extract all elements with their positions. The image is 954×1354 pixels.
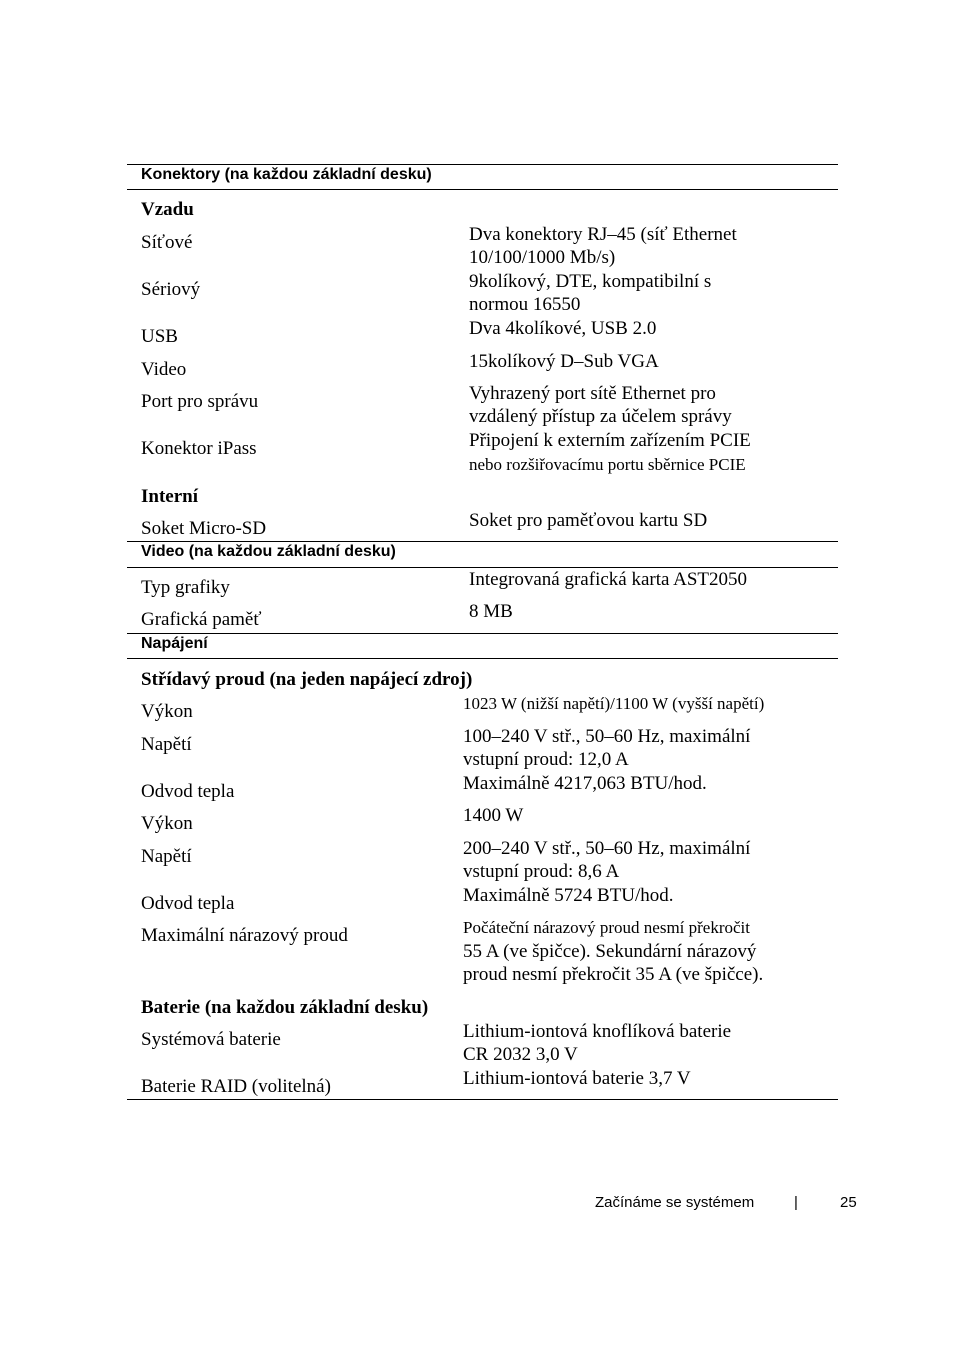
row-label: Výkon xyxy=(141,813,193,834)
row-label: Síťové xyxy=(141,232,193,253)
subheading-interni: Interní xyxy=(141,486,198,507)
row-label: Napětí xyxy=(141,846,192,867)
footer-section-title: Začínáme se systémem xyxy=(595,1194,755,1211)
row-value: 100–240 V stř., 50–60 Hz, maximální vstupní proud: 12,0 A xyxy=(463,726,751,770)
row-label: Napětí xyxy=(141,734,192,755)
row-label: Typ grafiky xyxy=(141,577,230,598)
row-value: Připojení k externím zařízením PCIE xyxy=(469,430,751,451)
row-label: Sériový xyxy=(141,279,201,300)
row-value: Lithium-iontová baterie 3,7 V xyxy=(463,1068,691,1089)
row-label: Konektor iPass xyxy=(141,438,257,459)
row-label: Systémová baterie xyxy=(141,1029,281,1050)
row-label: USB xyxy=(141,326,178,347)
row-value: Vyhrazený port sítě Ethernet pro vzdálený přístup za účelem správy xyxy=(469,383,732,427)
section-rule xyxy=(127,541,838,542)
subheading-baterie: Baterie (na každou základní desku) xyxy=(141,997,429,1018)
row-value: Soket pro paměťovou kartu SD xyxy=(469,510,708,531)
row-label: Soket Micro-SD xyxy=(141,518,267,539)
row-value-continuation: 55 A (ve špičce). Sekundární nárazový proud nesmí překročit 35 A (ve špičce). xyxy=(463,941,764,985)
row-label: Maximální nárazový proud xyxy=(141,925,348,946)
row-value: Dva konektory RJ–45 (síť Ethernet 10/100/1000 Mb/s) xyxy=(469,224,737,268)
row-value: 9kolíkový, DTE, kompatibilní s normou 16550 xyxy=(469,271,712,315)
row-label: Odvod tepla xyxy=(141,781,235,802)
row-value-continuation: nebo rozšiřovacímu portu sběrnice PCIE xyxy=(469,455,746,474)
row-value: Dva 4kolíkové, USB 2.0 xyxy=(469,318,657,339)
subheading-vzadu: Vzadu xyxy=(141,199,194,220)
section-header-video: Video (na každou základní desku) xyxy=(141,543,396,560)
row-label: Video xyxy=(141,359,187,380)
row-label: Odvod tepla xyxy=(141,893,235,914)
row-label: Port pro správu xyxy=(141,391,259,412)
row-value: 8 MB xyxy=(469,601,513,622)
row-value: Lithium-iontová knoflíková baterie CR 2032 3,0 V xyxy=(463,1021,732,1065)
row-label: Grafická paměť xyxy=(141,609,262,630)
row-value: Integrovaná grafická karta AST2050 xyxy=(469,569,748,590)
row-label: Baterie RAID (volitelná) xyxy=(141,1076,331,1097)
row-value: Maximálně 5724 BTU/hod. xyxy=(463,885,674,906)
row-value: Počáteční nárazový proud nesmí překročit xyxy=(463,918,751,937)
header-rule xyxy=(127,189,838,190)
row-label: Výkon xyxy=(141,701,193,722)
row-value: Maximálně 4217,063 BTU/hod. xyxy=(463,773,707,794)
row-value: 1023 W (nižší napětí)/1100 W (vyšší napětí) xyxy=(463,694,765,713)
footer-separator: | xyxy=(794,1194,798,1211)
row-value: 1400 W xyxy=(463,805,524,826)
section-header-konektory: Konektory (na každou základní desku) xyxy=(141,166,432,183)
table-bottom-rule xyxy=(127,1099,838,1100)
row-value: 15kolíkový D–Sub VGA xyxy=(469,351,659,372)
section-rule xyxy=(127,633,838,634)
table-top-rule xyxy=(127,164,838,165)
subheading-stridavy-proud: Střídavý proud (na jeden napájecí zdroj) xyxy=(141,669,473,690)
row-value: 200–240 V stř., 50–60 Hz, maximální vstupní proud: 8,6 A xyxy=(463,838,751,882)
section-header-napajeni: Napájení xyxy=(141,635,208,652)
header-rule xyxy=(127,658,838,659)
page-number: 25 xyxy=(840,1194,857,1211)
